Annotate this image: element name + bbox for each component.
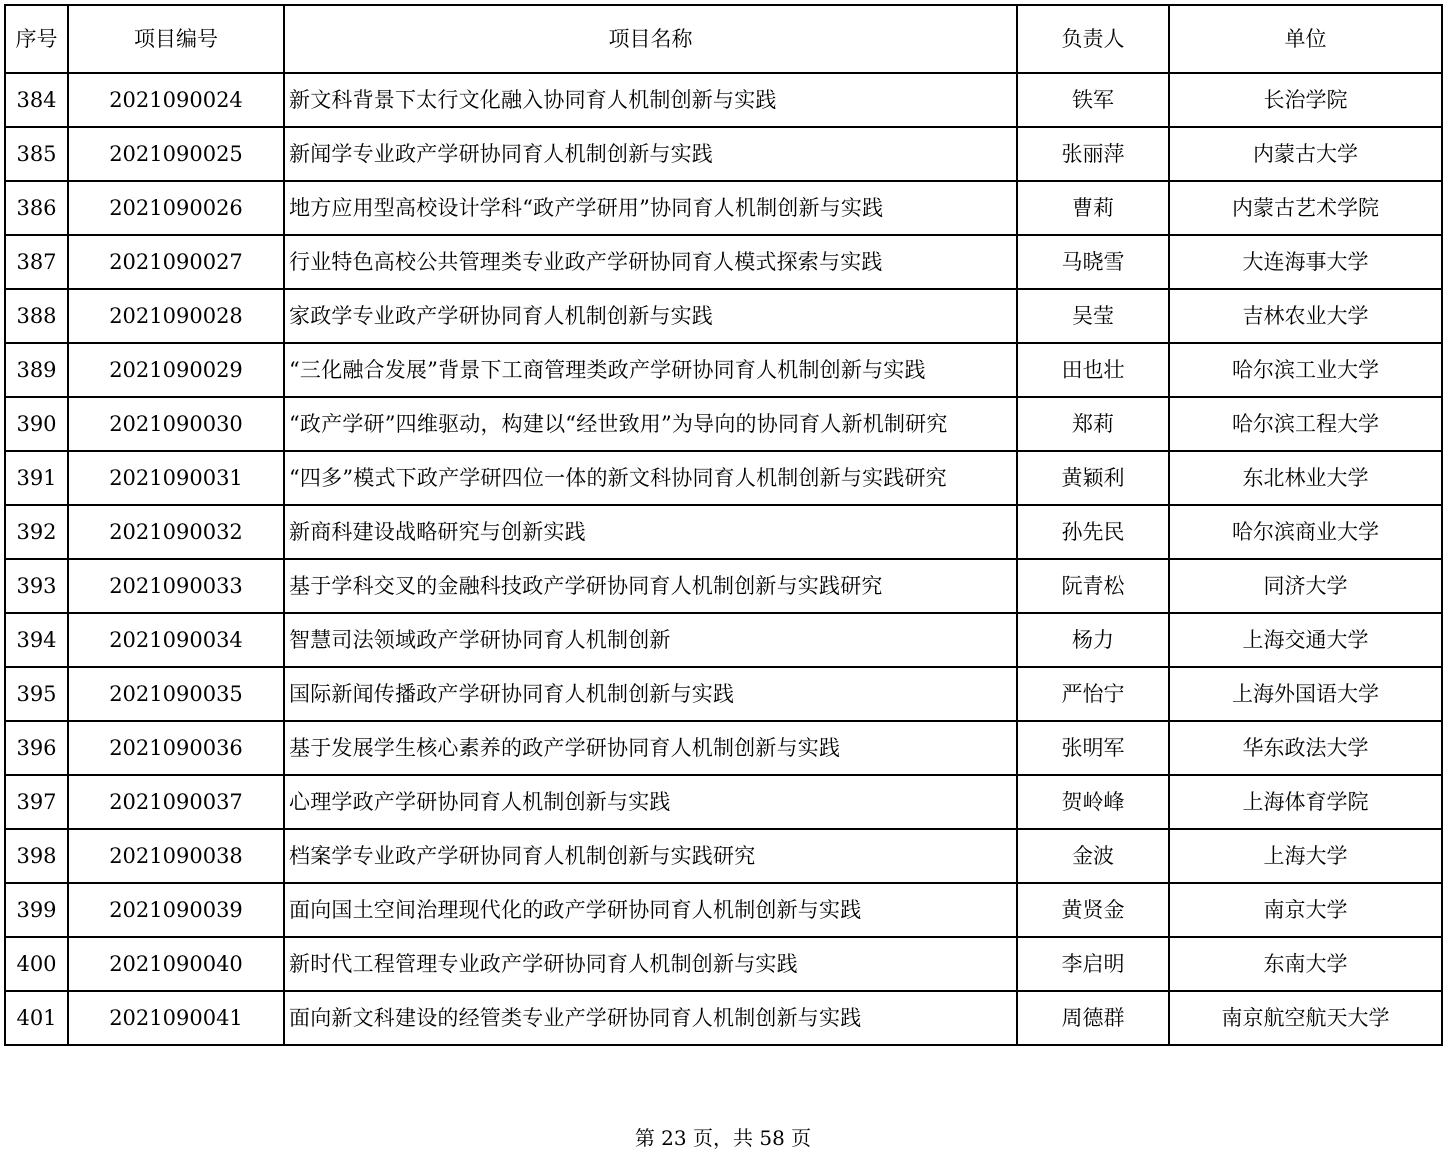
cell-index: 384 (5, 73, 68, 127)
cell-code: 2021090033 (68, 559, 284, 613)
cell-code: 2021090035 (68, 667, 284, 721)
cell-code: 2021090037 (68, 775, 284, 829)
cell-name: 面向国土空间治理现代化的政产学研协同育人机制创新与实践 (284, 883, 1017, 937)
cell-unit: 东北林业大学 (1169, 451, 1442, 505)
cell-index: 399 (5, 883, 68, 937)
table-row (5, 829, 1442, 883)
cell-index: 393 (5, 559, 68, 613)
cell-index: 385 (5, 127, 68, 181)
cell-name: 地方应用型高校设计学科“政产学研用”协同育人机制创新与实践 (284, 181, 1017, 235)
cell-unit: 上海外国语大学 (1169, 667, 1442, 721)
cell-leader: 吴莹 (1017, 289, 1169, 343)
cell-leader: 李启明 (1017, 937, 1169, 991)
cell-index: 395 (5, 667, 68, 721)
cell-name: 行业特色高校公共管理类专业政产学研协同育人模式探索与实践 (284, 235, 1017, 289)
cell-leader: 铁军 (1017, 73, 1169, 127)
cell-unit: 上海体育学院 (1169, 775, 1442, 829)
cell-index: 398 (5, 829, 68, 883)
cell-leader: 马晓雪 (1017, 235, 1169, 289)
cell-code: 2021090038 (68, 829, 284, 883)
cell-index: 392 (5, 505, 68, 559)
page-number-text: 第 23 页，共 58 页 (634, 1126, 812, 1150)
cell-name: “政产学研”四维驱动，构建以“经世致用”为导向的协同育人新机制研究 (284, 397, 1017, 451)
cell-name: 面向新文科建设的经管类专业产学研协同育人机制创新与实践 (284, 991, 1017, 1045)
cell-name: 档案学专业政产学研协同育人机制创新与实践研究 (284, 829, 1017, 883)
cell-name: 新时代工程管理专业政产学研协同育人机制创新与实践 (284, 937, 1017, 991)
table-row (5, 235, 1442, 289)
header-unit: 单位 (1169, 5, 1442, 73)
cell-code: 2021090041 (68, 991, 284, 1045)
cell-code: 2021090025 (68, 127, 284, 181)
header-name: 项目名称 (284, 5, 1017, 73)
table-row (5, 397, 1442, 451)
table-row (5, 127, 1442, 181)
cell-code: 2021090032 (68, 505, 284, 559)
cell-leader: 张明军 (1017, 721, 1169, 775)
cell-code: 2021090036 (68, 721, 284, 775)
table-row (5, 883, 1442, 937)
cell-unit: 哈尔滨工程大学 (1169, 397, 1442, 451)
cell-name: 心理学政产学研协同育人机制创新与实践 (284, 775, 1017, 829)
table-row (5, 505, 1442, 559)
cell-leader: 金波 (1017, 829, 1169, 883)
cell-leader: 黄颖利 (1017, 451, 1169, 505)
cell-index: 400 (5, 937, 68, 991)
cell-index: 397 (5, 775, 68, 829)
table-row (5, 991, 1442, 1045)
cell-name: 国际新闻传播政产学研协同育人机制创新与实践 (284, 667, 1017, 721)
cell-leader: 黄贤金 (1017, 883, 1169, 937)
cell-code: 2021090040 (68, 937, 284, 991)
project-table (4, 4, 1443, 1046)
table-row (5, 343, 1442, 397)
cell-unit: 南京大学 (1169, 883, 1442, 937)
cell-code: 2021090026 (68, 181, 284, 235)
cell-name: 新闻学专业政产学研协同育人机制创新与实践 (284, 127, 1017, 181)
cell-unit: 吉林农业大学 (1169, 289, 1442, 343)
cell-leader: 贺岭峰 (1017, 775, 1169, 829)
cell-unit: 上海交通大学 (1169, 613, 1442, 667)
cell-name: “四多”模式下政产学研四位一体的新文科协同育人机制创新与实践研究 (284, 451, 1017, 505)
cell-index: 391 (5, 451, 68, 505)
cell-unit: 哈尔滨商业大学 (1169, 505, 1442, 559)
cell-name: 智慧司法领域政产学研协同育人机制创新 (284, 613, 1017, 667)
cell-index: 389 (5, 343, 68, 397)
cell-unit: 同济大学 (1169, 559, 1442, 613)
cell-unit: 上海大学 (1169, 829, 1442, 883)
table-row (5, 73, 1442, 127)
cell-leader: 张丽萍 (1017, 127, 1169, 181)
table-row (5, 181, 1442, 235)
table-row (5, 775, 1442, 829)
header-leader: 负责人 (1017, 5, 1169, 73)
cell-code: 2021090034 (68, 613, 284, 667)
cell-leader: 阮青松 (1017, 559, 1169, 613)
cell-index: 388 (5, 289, 68, 343)
cell-leader: 严怡宁 (1017, 667, 1169, 721)
cell-index: 386 (5, 181, 68, 235)
cell-leader: 郑莉 (1017, 397, 1169, 451)
table-row (5, 721, 1442, 775)
cell-index: 396 (5, 721, 68, 775)
cell-index: 387 (5, 235, 68, 289)
cell-name: 新商科建设战略研究与创新实践 (284, 505, 1017, 559)
cell-name: 家政学专业政产学研协同育人机制创新与实践 (284, 289, 1017, 343)
cell-leader: 孙先民 (1017, 505, 1169, 559)
cell-unit: 哈尔滨工业大学 (1169, 343, 1442, 397)
cell-index: 401 (5, 991, 68, 1045)
cell-unit: 大连海事大学 (1169, 235, 1442, 289)
cell-unit: 华东政法大学 (1169, 721, 1442, 775)
cell-leader: 杨力 (1017, 613, 1169, 667)
cell-code: 2021090039 (68, 883, 284, 937)
cell-index: 394 (5, 613, 68, 667)
cell-code: 2021090028 (68, 289, 284, 343)
header-index: 序号 (5, 5, 68, 73)
cell-code: 2021090030 (68, 397, 284, 451)
cell-name: 新文科背景下太行文化融入协同育人机制创新与实践 (284, 73, 1017, 127)
table-row (5, 559, 1442, 613)
cell-code: 2021090027 (68, 235, 284, 289)
cell-leader: 周德群 (1017, 991, 1169, 1045)
cell-name: 基于发展学生核心素养的政产学研协同育人机制创新与实践 (284, 721, 1017, 775)
table-row (5, 937, 1442, 991)
cell-leader: 田也壮 (1017, 343, 1169, 397)
cell-leader: 曹莉 (1017, 181, 1169, 235)
cell-unit: 南京航空航天大学 (1169, 991, 1442, 1045)
cell-code: 2021090031 (68, 451, 284, 505)
table-row (5, 613, 1442, 667)
table-row (5, 667, 1442, 721)
table-header-row (5, 5, 1442, 73)
cell-name: 基于学科交叉的金融科技政产学研协同育人机制创新与实践研究 (284, 559, 1017, 613)
table-row (5, 289, 1442, 343)
cell-code: 2021090024 (68, 73, 284, 127)
cell-name: “三化融合发展”背景下工商管理类政产学研协同育人机制创新与实践 (284, 343, 1017, 397)
cell-code: 2021090029 (68, 343, 284, 397)
table-row (5, 451, 1442, 505)
cell-index: 390 (5, 397, 68, 451)
cell-unit: 长治学院 (1169, 73, 1442, 127)
cell-unit: 内蒙古艺术学院 (1169, 181, 1442, 235)
cell-unit: 东南大学 (1169, 937, 1442, 991)
cell-unit: 内蒙古大学 (1169, 127, 1442, 181)
header-code: 项目编号 (68, 5, 284, 73)
page-footer (0, 1125, 1446, 1151)
